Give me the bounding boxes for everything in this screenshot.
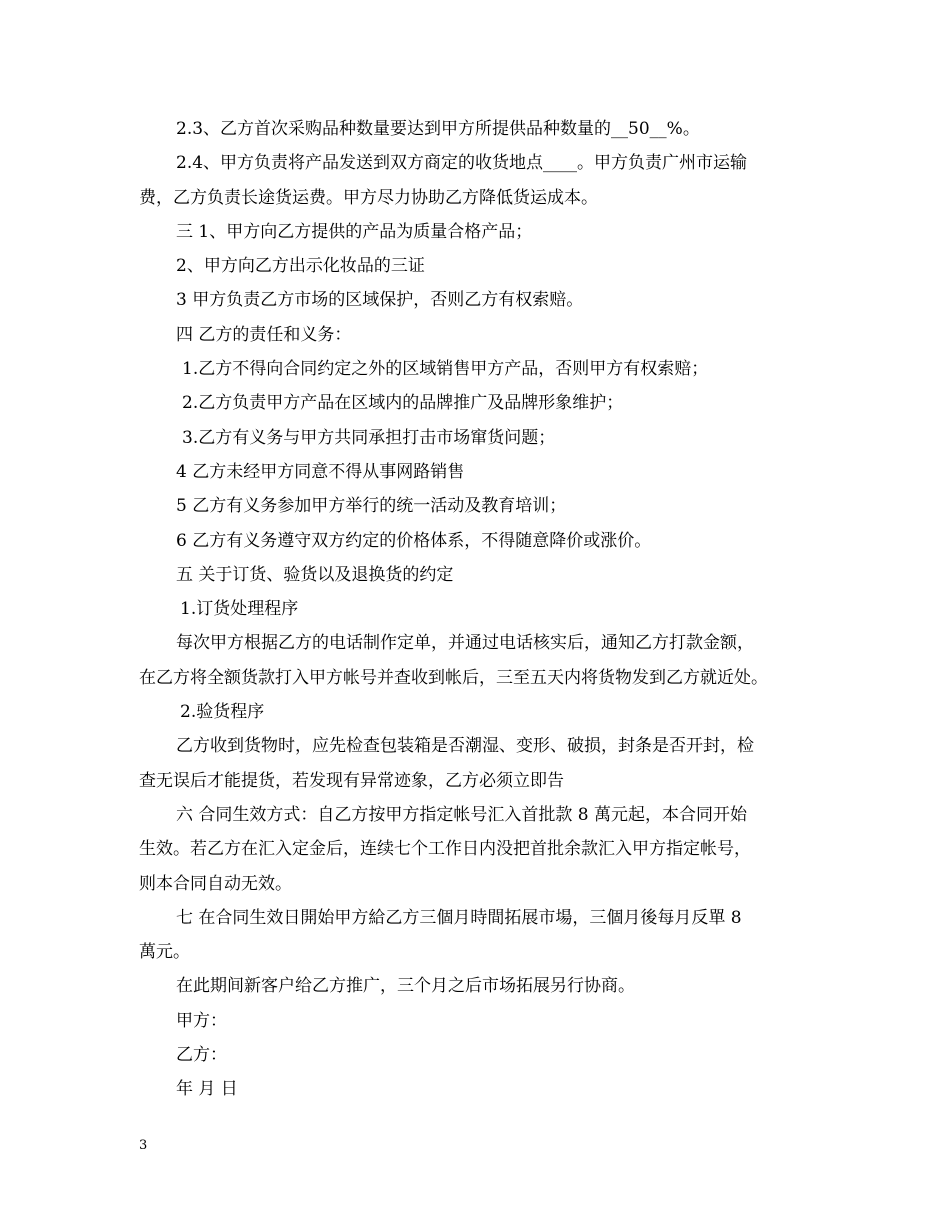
section-4-item-1: 1.乙方不得向合同约定之外的区域销售甲方产品，否则甲方有权索赔； [182,359,709,380]
section-3-item-1: 三 1、甲方向乙方提供的产品为质量合格产品； [176,221,533,242]
section-6-paragraph: 六 合同生效方式：自乙方按甲方指定帐号汇入首批款 8 萬元起，本合同开始 [176,804,748,825]
section-5-subheading-order: 1.订货处理程序 [180,599,299,620]
document-body [139,112,829,1107]
section-4-item-4: 4 乙方未经甲方同意不得从事网路销售 [176,461,465,482]
signature-party-a: 甲方： [176,1010,227,1031]
section-3-item-2: 2、甲方向乙方出示化妆品的三证 [176,256,425,277]
page-number: 3 [139,1138,148,1153]
section-5-heading: 五 关于订货、验货以及退换货的约定 [176,564,454,585]
section-7-paragraph: 七 在合同生效日開始甲方給乙方三個月時間拓展市場，三個月後每月反單 8 [176,907,742,928]
clause-2-4: 2.4、甲方负责将产品发送到双方商定的收货地点____。甲方负责广州市运输 [176,153,748,174]
promotion-note: 在此期间新客户给乙方推广，三个月之后市场拓展另行协商。 [176,976,635,997]
section-6-paragraph-line-2: 生效。若乙方在汇入定金后，连续七个工作日内没把首批余款汇入甲方指定帐号， [139,839,751,860]
section-6-paragraph-line-3: 则本合同自动无效。 [139,873,292,894]
signature-party-b: 乙方： [176,1045,227,1066]
section-3-item-3: 3 甲方负责乙方市场的区域保护，否则乙方有权索赔。 [176,290,584,311]
section-4-item-2: 2.乙方负责甲方产品在区域内的品牌推广及品牌形象维护； [182,393,624,414]
clause-2-4-continued: 费，乙方负责长途货运费。甲方尽力协助乙方降低货运成本。 [139,187,598,208]
inspection-paragraph: 乙方收到货物时，应先检查包装箱是否潮湿、变形、破损，封条是否开封，检 [176,736,754,757]
section-4-item-3: 3.乙方有义务与甲方共同承担打击市场窜货问题； [182,427,556,448]
section-5-subheading-inspection: 2.验货程序 [180,702,265,723]
signature-date: 年 月 日 [176,1079,238,1100]
section-4-item-6: 6 乙方有义务遵守双方约定的价格体系，不得随意降价或涨价。 [176,530,652,551]
section-4-item-5: 5 乙方有义务参加甲方举行的统一活动及教育培训； [176,496,567,517]
clause-2-3: 2.3、乙方首次采购品种数量要达到甲方所提供品种数量的__50__%。 [176,119,700,139]
inspection-paragraph-continued: 查无误后才能提货，若发现有异常迹象，乙方必须立即告 [139,770,564,791]
order-process-paragraph: 每次甲方根据乙方的电话制作定单，并通过电话核实后，通知乙方打款金额， [176,633,754,654]
section-4-heading: 四 乙方的责任和义务： [176,324,352,345]
section-7-paragraph-continued: 萬元。 [139,942,190,963]
order-process-paragraph-continued: 在乙方将全额货款打入甲方帐号并查收到帐后，三至五天内将货物发到乙方就近处。 [139,667,768,688]
